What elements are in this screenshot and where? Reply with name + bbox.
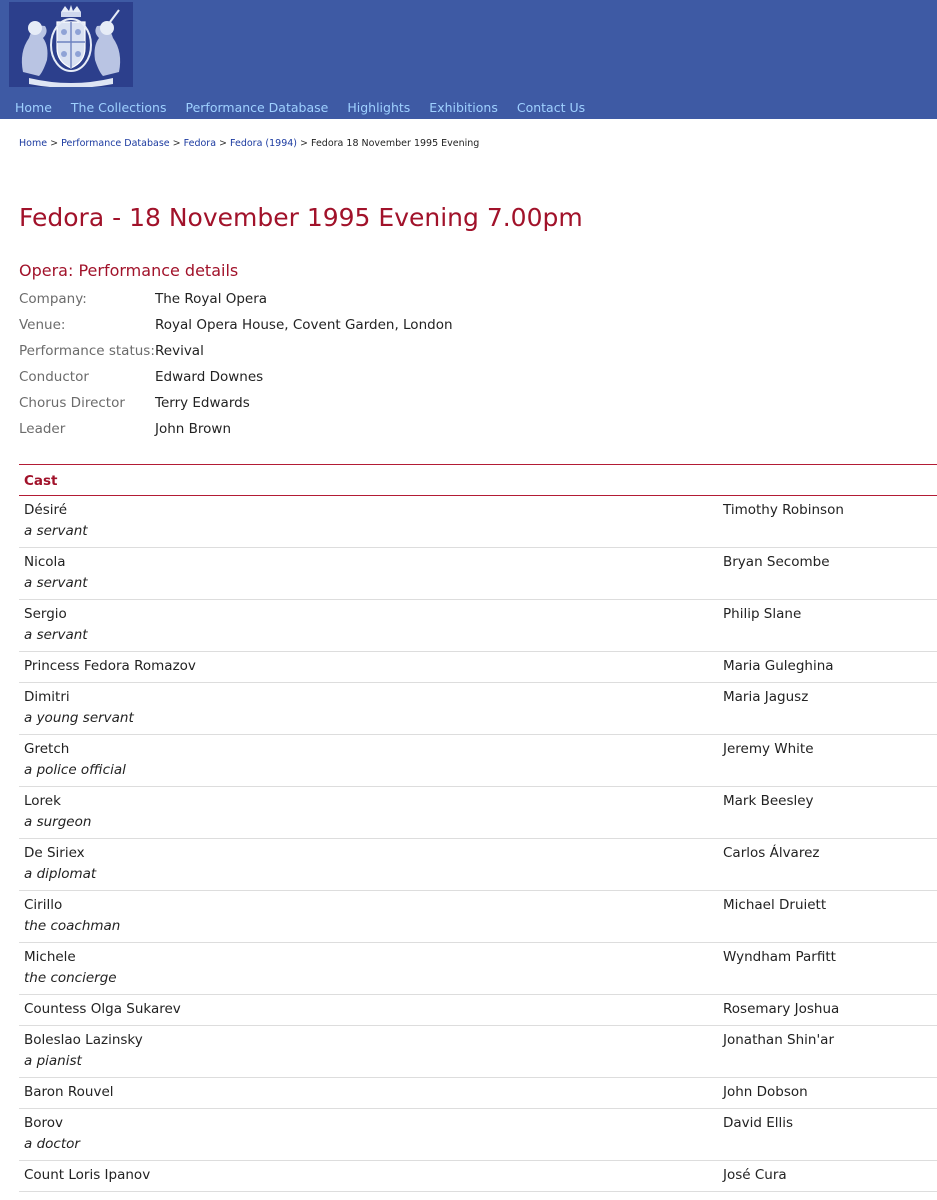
performance-details-heading: Opera: Performance details <box>19 261 239 280</box>
detail-label: Venue: <box>19 317 66 333</box>
cast-role-description: a servant <box>24 627 88 643</box>
cast-role: Countess Olga Sukarev <box>24 1001 181 1017</box>
detail-label: Company: <box>19 291 87 307</box>
cast-role: Princess Fedora Romazov <box>24 658 196 674</box>
cast-role: Nicola <box>24 554 66 570</box>
cast-performer[interactable]: John Dobson <box>723 1084 808 1100</box>
nav-contact-link[interactable]: Contact Us <box>516 100 586 115</box>
cast-role-description: the concierge <box>24 970 117 986</box>
table-row <box>19 1026 937 1078</box>
breadcrumb <box>19 138 479 149</box>
cast-role: Cirillo <box>24 897 63 913</box>
cast-role: Gretch <box>24 741 70 757</box>
nav-home-link[interactable]: Home <box>15 100 52 115</box>
nav-exhibitions-link[interactable]: Exhibitions <box>429 100 498 115</box>
detail-row-chorus-director <box>19 394 453 420</box>
detail-row-company <box>19 290 453 316</box>
cast-role: Count Loris Ipanov <box>24 1167 151 1183</box>
cast-role: Boleslao Lazinsky <box>24 1032 143 1048</box>
table-row <box>19 735 937 787</box>
breadcrumb-separator: > <box>300 138 312 149</box>
detail-row-venue <box>19 316 453 342</box>
cast-performer[interactable]: Philip Slane <box>723 606 802 622</box>
table-row <box>19 787 937 839</box>
detail-row-leader <box>19 420 453 446</box>
table-row <box>19 839 937 891</box>
cast-performer[interactable]: Bryan Secombe <box>723 554 830 570</box>
cast-role: Borov <box>24 1115 64 1131</box>
table-row <box>19 995 937 1026</box>
cast-role-description: a servant <box>24 575 88 591</box>
nav-highlights-link[interactable]: Highlights <box>347 100 411 115</box>
cast-role-description: a young servant <box>24 710 134 726</box>
cast-performer[interactable]: José Cura <box>723 1167 787 1183</box>
breadcrumb-home[interactable]: Home <box>19 138 48 149</box>
detail-row-conductor <box>19 368 453 394</box>
cast-performer[interactable]: Carlos Álvarez <box>723 845 820 861</box>
cast-role-description: a police official <box>24 762 126 778</box>
table-row <box>19 1078 937 1109</box>
table-row <box>19 652 937 683</box>
cast-performer[interactable]: Maria Jagusz <box>723 689 809 705</box>
nav-performance-database-link[interactable]: Performance Database <box>185 100 329 115</box>
breadcrumb-separator: > <box>219 138 231 149</box>
cast-table <box>19 464 937 1192</box>
detail-value: The Royal Opera <box>155 291 268 307</box>
royal-coat-of-arms-logo[interactable] <box>9 2 133 87</box>
detail-label: Conductor <box>19 369 89 385</box>
table-row <box>19 496 937 548</box>
table-row <box>19 683 937 735</box>
cast-role: Baron Rouvel <box>24 1084 114 1100</box>
table-row <box>19 891 937 943</box>
detail-label: Leader <box>19 421 66 437</box>
cast-performer[interactable]: Mark Beesley <box>723 793 814 809</box>
detail-value: Revival <box>155 343 204 359</box>
detail-row-status <box>19 342 453 368</box>
cast-performer[interactable]: Jeremy White <box>723 741 814 757</box>
cast-role-description: a doctor <box>24 1136 80 1152</box>
cast-role: Lorek <box>24 793 61 809</box>
cast-performer[interactable]: David Ellis <box>723 1115 794 1131</box>
cast-role: Michele <box>24 949 76 965</box>
cast-role-description: a servant <box>24 523 88 539</box>
cast-performer[interactable]: Michael Druiett <box>723 897 827 913</box>
cast-performer[interactable]: Timothy Robinson <box>723 502 844 518</box>
cast-role-description: a surgeon <box>24 814 92 830</box>
breadcrumb-fedora[interactable]: Fedora <box>183 138 217 149</box>
detail-value: Edward Downes <box>155 369 264 385</box>
detail-label: Performance status: <box>19 343 155 359</box>
table-row <box>19 600 937 652</box>
breadcrumb-performance-database[interactable]: Performance Database <box>61 138 170 149</box>
breadcrumb-fedora-1994[interactable]: Fedora (1994) <box>230 138 297 149</box>
detail-value: Terry Edwards <box>155 395 250 411</box>
breadcrumb-separator: > <box>50 138 62 149</box>
cast-role-description: a diplomat <box>24 866 97 882</box>
site-header <box>0 0 937 119</box>
page-title: Fedora - 18 November 1995 Evening 7.00pm <box>19 203 583 232</box>
cast-heading: Cast <box>19 464 937 496</box>
breadcrumb-separator: > <box>172 138 184 149</box>
nav-collections-link[interactable]: The Collections <box>70 100 167 115</box>
cast-performer[interactable]: Jonathan Shin'ar <box>723 1032 835 1048</box>
table-row <box>19 943 937 995</box>
detail-label: Chorus Director <box>19 395 125 411</box>
table-row <box>19 1161 937 1192</box>
cast-performer[interactable]: Maria Guleghina <box>723 658 834 674</box>
detail-value: John Brown <box>155 421 232 437</box>
cast-role: Dimitri <box>24 689 70 705</box>
main-navigation <box>15 100 585 115</box>
cast-role-description: the coachman <box>24 918 121 934</box>
cast-role-description: a pianist <box>24 1053 82 1069</box>
table-row <box>19 1109 937 1161</box>
cast-performer[interactable]: Wyndham Parfitt <box>723 949 836 965</box>
table-row <box>19 548 937 600</box>
cast-role: Sergio <box>24 606 67 622</box>
cast-performer[interactable]: Rosemary Joshua <box>723 1001 840 1017</box>
breadcrumb-current: Fedora 18 November 1995 Evening <box>311 138 480 149</box>
cast-role: De Siriex <box>24 845 85 861</box>
performance-details <box>19 290 453 446</box>
cast-role: Désiré <box>24 502 68 518</box>
detail-value: Royal Opera House, Covent Garden, London <box>155 317 453 333</box>
